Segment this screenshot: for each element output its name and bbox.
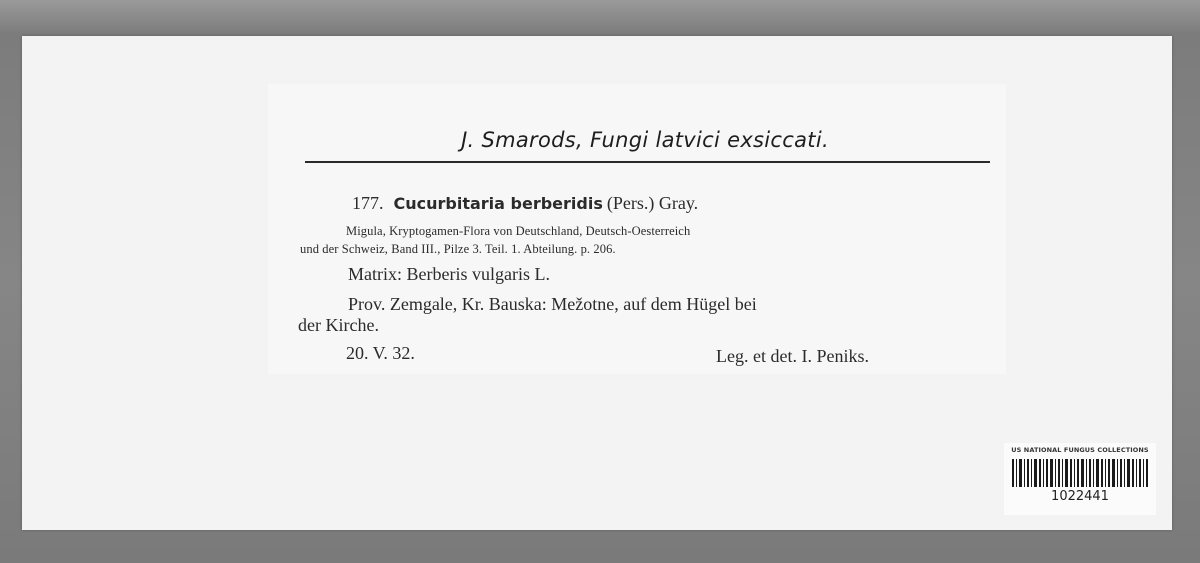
- barcode-number: 1022441: [1051, 489, 1109, 504]
- barcode-icon: [1012, 459, 1148, 487]
- barcode-label: [1004, 443, 1156, 515]
- species-authority: (Pers.) Gray.: [606, 193, 699, 213]
- heading-rule: [305, 161, 990, 163]
- barcode-institution: US NATIONAL FUNGUS COLLECTIONS: [1011, 446, 1149, 454]
- species-name: Cucurbitaria berberidis: [393, 194, 603, 213]
- locality-line-1: Prov. Zemgale, Kr. Bauska: Mežotne, auf dem Hügel bei: [348, 294, 757, 314]
- locality-line-2: der Kirche.: [298, 315, 379, 335]
- collection-date: 20. V. 32.: [346, 343, 415, 363]
- collector-line: Leg. et det. I. Peniks.: [716, 346, 869, 366]
- reference-line-1: Migula, Kryptogamen-Flora von Deutschland, Deutsch-Oesterreich: [346, 224, 691, 238]
- matrix-line: Matrix: Berberis vulgaris L.: [348, 264, 550, 284]
- label-heading: J. Smarods, Fungi latvici exsiccati.: [461, 128, 829, 152]
- species-line: [352, 193, 698, 214]
- reference-line-2: und der Schweiz, Band III., Pilze 3. Teil. 1. Abteilung. p. 206.: [300, 242, 616, 256]
- specimen-number: 177.: [352, 193, 384, 213]
